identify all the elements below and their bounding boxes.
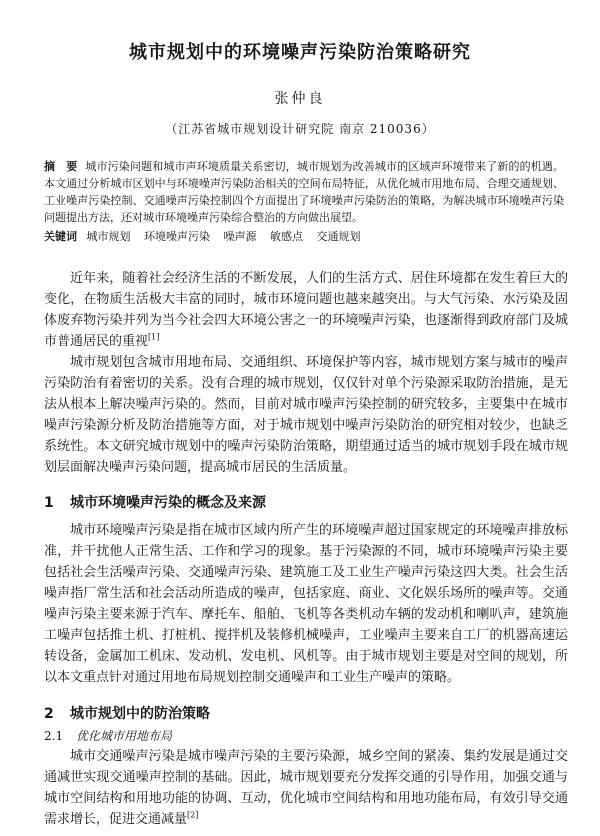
section-title: 城市规划中的防治策略 — [70, 706, 210, 722]
subsection-heading-2-1 — [44, 727, 568, 744]
citation-ref: [1] — [148, 332, 160, 342]
section-title: 城市环境噪声污染的概念及来源 — [70, 495, 266, 511]
section-1-paragraph — [44, 520, 568, 688]
author-name: 张仲良 — [274, 91, 326, 107]
citation-ref: [2] — [187, 810, 199, 820]
abstract — [44, 158, 564, 226]
paragraph-text: 城市交通噪声污染是城市噪声污染的主要污染源，城乡空间的紧凑、集约发展是通过交通减世实现交通噪声控制的基础。因此，城市规划要充分发挥交通的引导作用，加强交通与城市空间结构和用地功能的协调、互动，优化城市空间结构和用地功能布局，有效引导交通需求增长，促进交通减量 — [44, 749, 568, 827]
paragraph-text: 城市环境噪声污染是指在城市区域内所产生的环境噪声超过国家规定的环境噪声排放标准，并干扰他人正常生活、工作和学习的现象。基于污染源的不同，城市环境噪声污染主要包括社会生活噪声污染、交通噪声污染、建筑施工及工业生产噪声污染这四大类。社会生活噪声指厂常生活和社会活动所造成的噪声，包括家庭、商业、文化娱乐场所的噪声等。交通噪声污染主要来源于汽车、摩托车、船舶、飞机等各类机动车辆的发动机和喇叭声，建筑施工噪声包括推土机、打桩机、搅拌机及装修机械噪声，工业噪声主要来自工厂的机器高速运转设备，金属加工机床、发动机、发电机、风机等。由于城市规划主要是对空间的规划，所以本文重点针对通过用地布局规划控制交通噪声和工业生产噪声的策略。 — [44, 523, 568, 685]
keyword: 噪声源 — [223, 230, 257, 243]
intro-paragraph-2 — [44, 352, 568, 478]
paper-title: 城市规划中的环境噪声污染防治策略研究 — [129, 42, 471, 63]
keyword: 环境噪声污染 — [144, 230, 210, 243]
section-number: 2 — [44, 706, 54, 722]
section-heading-2 — [44, 703, 568, 723]
keyword: 城市规划 — [86, 230, 131, 243]
keyword: 交通规划 — [316, 230, 361, 243]
abstract-text: 城市污染问题和城市声环境质量关系密切，城市规划为改善城市的区域声环境带来了新的的机遇。本文通过分析城市区划中与环境噪声污染防治相关的空间布局特征，从优化城市用地布局、合理交通规划、工业噪声污染控制、交通噪声污染控制四个方面提出了环境噪声污染防治的策略，为解决城市环境噪声污染问题提出方法，还对城市环境噪声污染综合整治的方向做出展望。 — [44, 160, 565, 224]
paragraph-text: 城市规划包含城市用地布局、交通组织、环境保护等内容，城市规划方案与城市的噪声污染防治有着密切的关系。没有合理的城市规划，仅仅针对单个污染源采取防治措施，是无法从根本上解决噪声污染的。然而，目前对城市噪声污染控制的研究较多，主要集中在城市噪声污染源分析及防治措施等方面，对于城市规划中噪声污染防治的研究相对较少，也缺乏系统性。本文研究城市规划中的噪声污染防治策略，期望通过适当的城市规划手段在城市规划层面解决噪声污染问题，提高城市居民的生活质量。 — [44, 355, 568, 475]
author-affiliation: （江苏省城市规划设计研究院 南京 210036） — [165, 122, 435, 136]
section-number: 1 — [44, 495, 54, 511]
paragraph-text: 近年来，随着社会经济生活的不断发展，人们的生活方式、居住环境都在发生着巨大的变化，在物质生活极大丰富的同时，城市环境问题也越来越突出。与大气污染、水污染及固体废弃物污染并列为当今社会四大环境公害之一的环境噪声污染，也逐渐得到政府部门及城市普通居民的重视 — [44, 271, 568, 349]
keywords-label: 关键词 — [44, 230, 77, 243]
keyword: 敏感点 — [270, 230, 303, 243]
section-2-1-paragraph — [44, 746, 568, 830]
intro-paragraph-1 — [44, 268, 568, 352]
subsection-number: 2.1 — [44, 729, 64, 743]
subsection-title: 优化城市用地布局 — [76, 729, 173, 743]
keywords — [44, 228, 564, 245]
section-heading-1 — [44, 492, 568, 512]
abstract-label: 摘 要 — [44, 160, 78, 173]
